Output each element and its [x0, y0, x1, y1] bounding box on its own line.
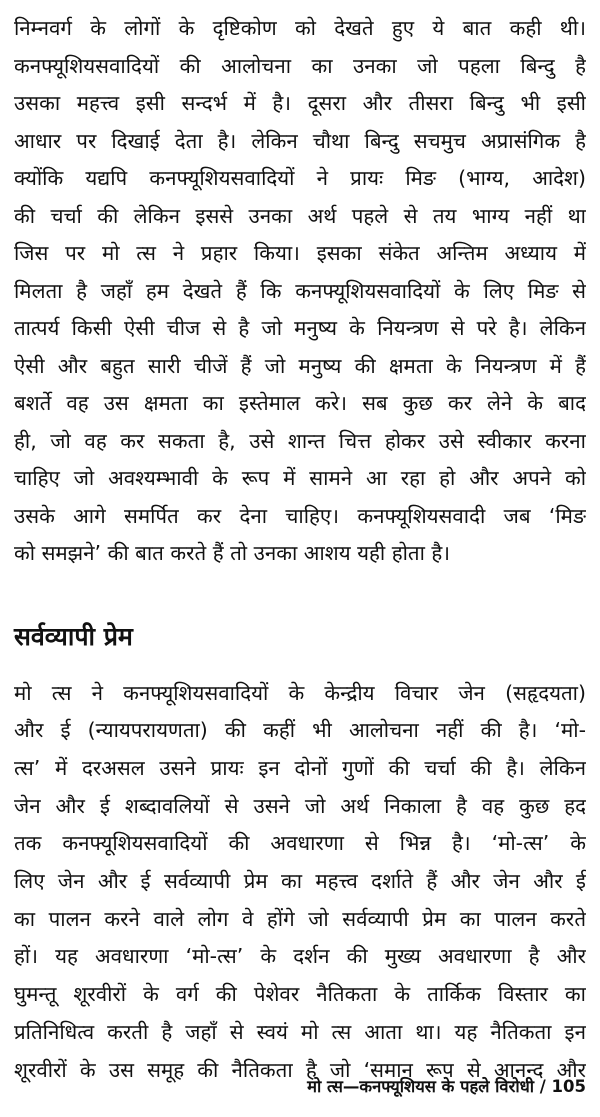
text-line: आधार पर दिखाई देता है। लेकिन चौथा बिन्दु सचमुच अप्रासंगिक है [14, 128, 586, 153]
text-line: और ई (न्यायपरायणता) की कहीं भी आलोचना नहीं की है। ‘मो- [14, 718, 586, 743]
text-line: प्रतिनिधित्व करती है जहाँ से स्वयं मो त्स आता था। यह नैतिकता इन [14, 1019, 586, 1044]
text-line: लिए जेन और ई सर्वव्यापी प्रेम का महत्त्व दर्शाते हैं और जेन और ई [14, 869, 586, 894]
text-line: जिस पर मो त्स ने प्रहार किया। इसका संकेत अन्तिम अध्याय में [14, 241, 586, 265]
text-line: मो त्स ने कनफ्यूशियसवादियों के केन्द्रीय विचार जेन (सहृदयता) [14, 680, 586, 705]
paragraph-1 [14, 10, 586, 573]
text-line: ऐसी और बहुत सारी चीजें हैं जो मनुष्य की क्षमता के नियन्त्रण में हैं [14, 353, 586, 378]
text-line: चाहिए जो अवश्यम्भावी के रूप में सामने आ रहा हो और अपने को [14, 466, 586, 490]
paragraph-2 [14, 675, 586, 1090]
text-line: निम्नवर्ग के लोगों के दृष्टिकोण को देखते हुए ये बात कही थी। [14, 16, 586, 40]
text-line: उसका महत्त्व इसी सन्दर्भ में है। दूसरा और तीसरा बिन्दु भी इसी [14, 91, 586, 115]
text-line: मिलता है जहाँ हम देखते हैं कि कनफ्यूशियसवादियों के लिए मिङ से [14, 278, 586, 303]
text-line: घुमन्तू शूरवीरों के वर्ग की पेशेवर नैतिकता के तार्किक विस्तार का [14, 982, 586, 1007]
text-line: बशर्ते वह उस क्षमता का इस्तेमाल करे। सब कुछ कर लेने के बाद [14, 391, 586, 415]
text-line: का पालन करने वाले लोग वे होंगे जो सर्वव्यापी प्रेम का पालन करते [14, 906, 586, 931]
text-line: उसके आगे समर्पित कर देना चाहिए। कनफ्यूशियसवादी जब ‘मिङ [14, 503, 586, 528]
text-line: क्योंकि यद्यपि कनफ्यूशियसवादियों ने प्रायः मिङ (भाग्य, आदेश) [14, 166, 586, 190]
section-heading: सर्वव्यापी प्रेम [14, 621, 133, 651]
running-footer: मो त्स—कनफ्यूशियस के पहले विरोधी / 105 [307, 1077, 586, 1096]
text-line: शूरवीरों के उस समूह की नैतिकता है जो ‘समान रूप से आनन्द और [14, 1057, 586, 1082]
text-line: त्स’ में दरअसल उसने प्रायः इन दोनों गुणों की चर्चा की है। लेकिन [14, 755, 586, 780]
text-line: तक कनफ्यूशियसवादियों की अवधारणा से भिन्न है। ‘मो-त्स’ के [14, 831, 586, 856]
text-line: को समझने’ की बात करते हैं तो उनका आशय यही होता है। [14, 541, 451, 565]
text-line: हों। यह अवधारणा ‘मो-त्स’ के दर्शन की मुख्य अवधारणा है और [14, 944, 586, 969]
text-line: जेन और ई शब्दावलियों से उसने जो अर्थ निकाला है वह कुछ हद [14, 793, 586, 818]
text-line: तात्पर्य किसी ऐसी चीज से है जो मनुष्य के नियन्त्रण से परे है। लेकिन [14, 316, 586, 340]
text-line: कनफ्यूशियसवादियों की आलोचना का उनका जो पहला बिन्दु है [14, 53, 586, 78]
text-line: की चर्चा की लेकिन इससे उनका अर्थ पहले से तय भाग्य नहीं था [14, 203, 586, 228]
text-line: ही, जो वह कर सकता है, उसे शान्त चित्त होकर उसे स्वीकार करना [14, 428, 586, 453]
